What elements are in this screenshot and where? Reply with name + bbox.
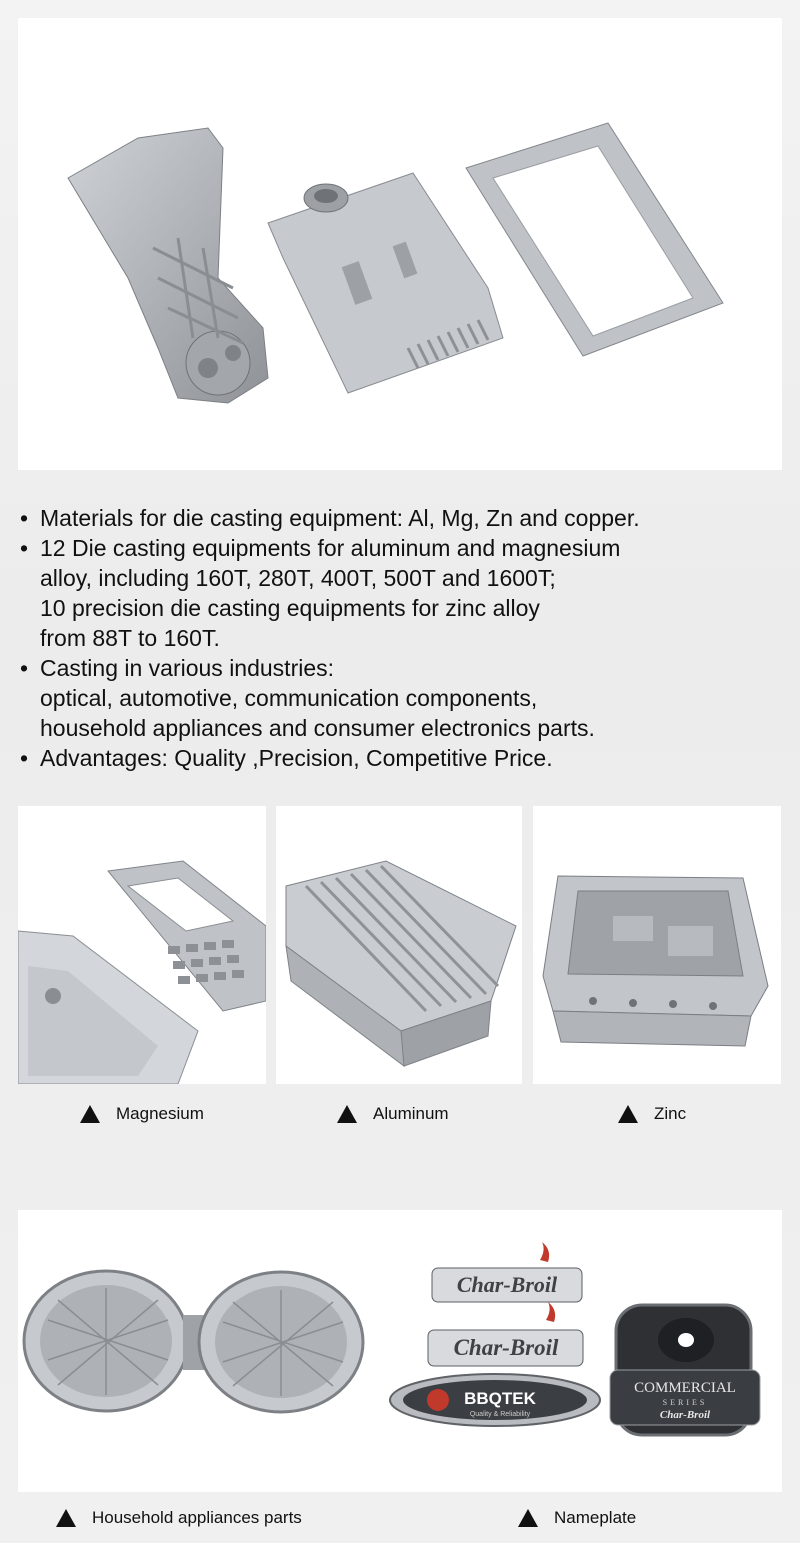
caption-magnesium: Magnesium [80, 1104, 204, 1124]
nameplate-charbroil-2 [428, 1302, 583, 1366]
feature-list [20, 503, 790, 773]
triangle-icon [618, 1105, 638, 1123]
magnesium-photo [18, 806, 266, 1084]
hero-product-photo [18, 18, 782, 470]
housing-casting [68, 128, 268, 403]
svg-text:Quality & Reliability: Quality & Reliability [469, 1411, 531, 1418]
caption-nameplate: Nameplate [518, 1508, 636, 1528]
svg-text:Char-Broil: Char-Broil [453, 1335, 559, 1360]
list-item: • Casting in various industries: optical, automotive, communication components, household appliances and consumer electronics parts. [20, 655, 595, 741]
caption-household: Household appliances parts [56, 1508, 302, 1528]
appliance-and-nameplate-photo [18, 1210, 782, 1492]
nameplate-charbroil-1 [432, 1242, 582, 1302]
cover-plate-casting [268, 173, 503, 393]
svg-text:BBQTEK: BBQTEK [464, 1389, 536, 1408]
flame-icon [546, 1302, 555, 1322]
nameplate-commercial-series [610, 1305, 760, 1435]
caption-zinc: Zinc [618, 1104, 686, 1124]
waffle-plate-right [199, 1272, 363, 1412]
aluminum-photo [276, 806, 522, 1084]
triangle-icon [337, 1105, 357, 1123]
caption-aluminum: Aluminum [337, 1104, 449, 1124]
nameplate-bbqtek [390, 1374, 600, 1426]
rectangular-frame-casting [466, 123, 723, 356]
triangle-icon [56, 1509, 76, 1527]
svg-text:Char-Broil: Char-Broil [456, 1272, 558, 1297]
list-item: • Advantages: Quality ,Precision, Competitive Price. [20, 745, 553, 771]
svg-text:SERIES: SERIES [662, 1398, 708, 1407]
list-item: • 12 Die casting equipments for aluminum and magnesium alloy, including 160T, 280T, 400T, 500T and 1600T; 10 precision die casting equipments for zinc alloy from 88T to 160T. [20, 535, 621, 651]
flame-icon [540, 1242, 549, 1262]
list-item: • Materials for die casting equipment: Al, Mg, Zn and copper. [20, 505, 640, 531]
svg-text:Char-Broil: Char-Broil [659, 1409, 711, 1421]
svg-text:COMMERCIAL: COMMERCIAL [634, 1380, 736, 1396]
waffle-plate-left [24, 1271, 188, 1411]
triangle-icon [80, 1105, 100, 1123]
zinc-photo [533, 806, 781, 1084]
triangle-icon [518, 1509, 538, 1527]
